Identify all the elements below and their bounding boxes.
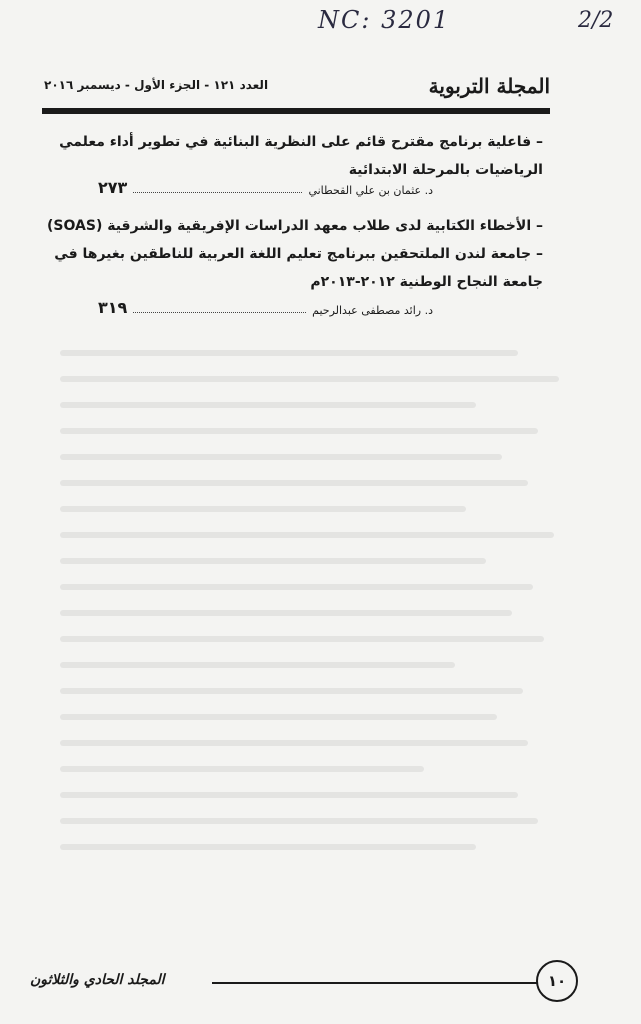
entry-author-row bbox=[98, 178, 433, 197]
toc-entry bbox=[47, 212, 543, 296]
page-footer bbox=[30, 960, 590, 1000]
footer-rule bbox=[212, 982, 542, 984]
leader-dots bbox=[133, 192, 302, 193]
entry-author-row bbox=[98, 298, 433, 317]
entry-page: ٣١٩ bbox=[98, 298, 128, 317]
bleed-through-texture bbox=[60, 330, 580, 930]
volume-label: المجلد الحادي والثلاثون bbox=[30, 972, 165, 988]
entry-page: ٢٧٣ bbox=[98, 178, 128, 197]
toc-entry bbox=[59, 128, 543, 184]
entry-title-line: الرياضيات بالمرحلة الابتدائية bbox=[348, 162, 543, 178]
entry-title-line: – الأخطاء الكتابية لدى طلاب معهد الدراسات الإفريقية والشرقية (SOAS) bbox=[47, 218, 543, 234]
header-rule bbox=[42, 108, 550, 114]
handwritten-page-mark: 2/2 bbox=[578, 8, 614, 33]
issue-info: العدد ١٢١ - الجزء الأول - ديسمبر ٢٠١٦ bbox=[44, 78, 269, 92]
entry-author: د. عثمان بن علي القحطاني bbox=[308, 184, 433, 197]
journal-header bbox=[44, 74, 550, 106]
handwritten-code: NC: 3201 bbox=[318, 6, 451, 34]
entry-title-line: – جامعة لندن الملتحقين ببرنامج تعليم اللغة العربية للناطقين بغيرها في bbox=[54, 246, 543, 262]
entry-title-line: جامعة النجاح الوطنية ٢٠١٢-٢٠١٣م bbox=[310, 274, 543, 290]
entry-author: د. رائد مصطفى عبدالرحيم bbox=[312, 304, 433, 317]
entry-title-line: – فاعلية برنامج مقترح قائم على النظرية البنائية في تطوير أداء معلمي bbox=[59, 134, 543, 150]
journal-name: المجلة التربوية bbox=[428, 74, 550, 98]
page-number-badge bbox=[536, 960, 578, 1002]
leader-dots bbox=[133, 312, 306, 313]
page-number: ١٠ bbox=[547, 972, 567, 990]
